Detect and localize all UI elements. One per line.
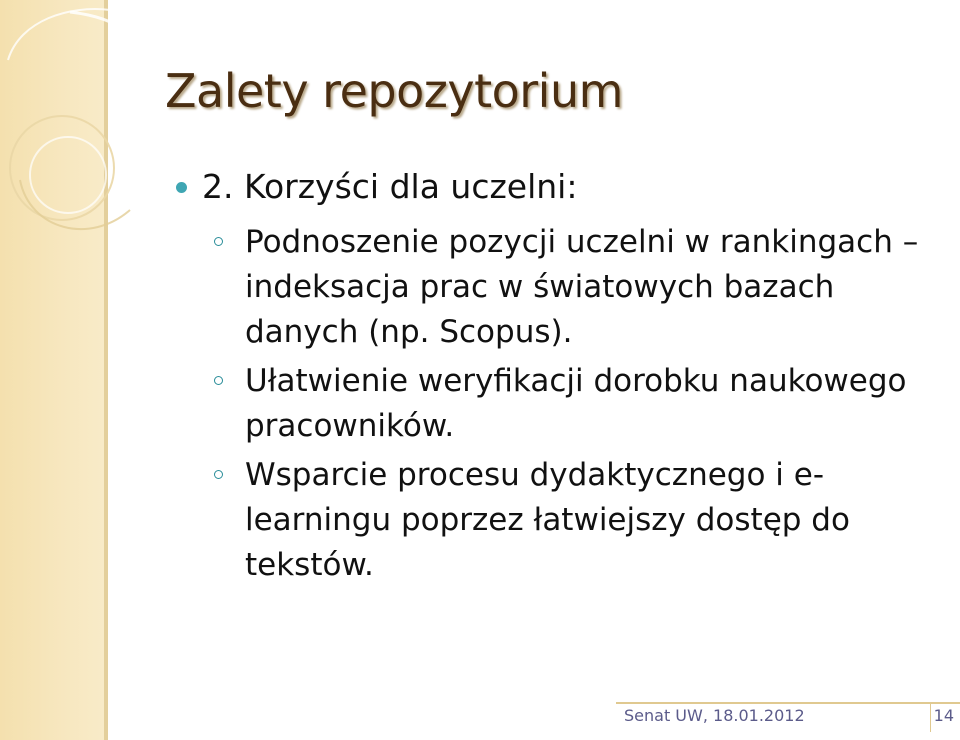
subpoint-item — [170, 453, 945, 588]
subpoint-item — [170, 359, 945, 449]
main-point — [170, 162, 945, 212]
slide-title: Zalety repozytorium — [165, 64, 623, 118]
subpoint-item — [170, 220, 945, 355]
filled-dot-bullet-icon — [176, 182, 187, 193]
footer-date-text: Senat UW, 18.01.2012 — [624, 706, 805, 725]
subpoint-text: Ułatwienie weryfikacji dorobku naukowego pracowników. — [245, 363, 907, 444]
subpoint-text: Wsparcie procesu dydaktycznego i e-learningu poprzez łatwiejszy dostęp do tekstów. — [245, 457, 850, 583]
decorative-arcs — [0, 0, 170, 260]
page-number: 14 — [933, 706, 954, 725]
ring-bullet-icon — [214, 470, 223, 479]
subpoint-list — [170, 220, 945, 588]
ring-bullet-icon — [214, 376, 223, 385]
ring-bullet-icon — [214, 237, 223, 246]
slide-content — [170, 162, 945, 592]
footer-divider — [930, 704, 931, 732]
subpoint-text: Podnoszenie pozycji uczelni w rankingach – indeksacja prac w światowych bazach danych (np. Scopus). — [245, 224, 919, 350]
main-point-text: 2. Korzyści dla uczelni: — [202, 167, 578, 206]
